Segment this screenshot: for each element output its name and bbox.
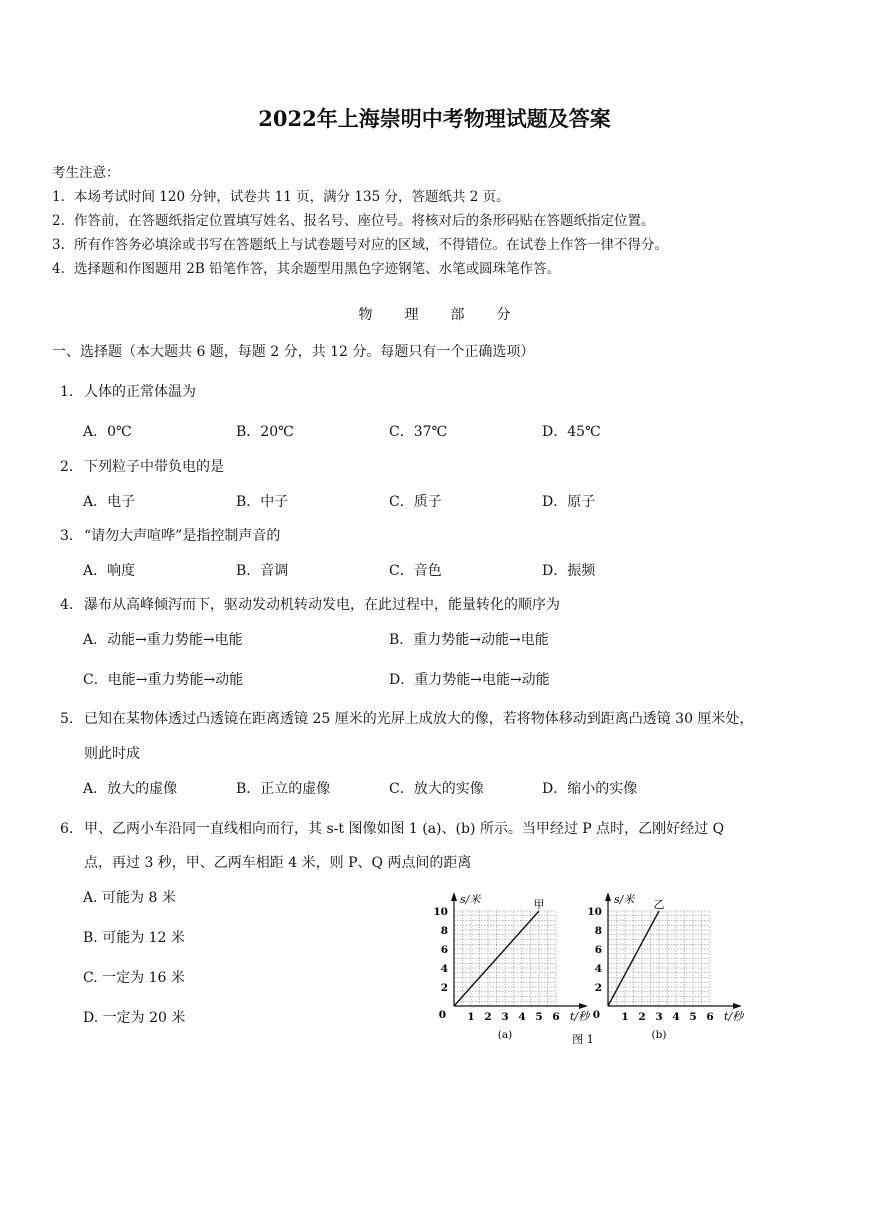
option-d: D. 一定为 20 米	[83, 1010, 186, 1026]
chart-a	[433, 892, 591, 1041]
series-label: 甲	[533, 898, 545, 911]
notice-num: 3.	[52, 237, 65, 253]
question-text: 瀑布从高峰倾泻而下，驱动发动机转动发电，在此过程中，能量转化的顺序为	[84, 597, 560, 613]
x-tick-label: 3	[655, 1011, 663, 1023]
x-axis-arrow	[579, 1003, 588, 1009]
y-tick-label: 10	[587, 906, 602, 918]
option-a: A. 可能为 8 米	[83, 890, 176, 906]
x-tick-label: 2	[484, 1011, 492, 1023]
question-text: 下列粒子中带负电的是	[84, 459, 224, 475]
y-tick-label: 2	[594, 982, 602, 994]
question-4	[60, 594, 560, 614]
x-tick-label: 6	[552, 1011, 560, 1023]
chart-b	[587, 892, 745, 1041]
part1-heading: 一、选择题（本大题共 6 题，每题 2 分，共 12 分。每题只有一个正确选项）	[52, 344, 535, 360]
option-a: A．电子	[83, 494, 136, 510]
option-c: C．质子	[389, 494, 442, 510]
x-axis-arrow	[733, 1003, 742, 1009]
option-b: B．音调	[236, 563, 289, 579]
option-c: C．37℃	[389, 424, 448, 440]
option-c: C. 一定为 16 米	[83, 970, 185, 986]
option-a: A．0℃	[83, 424, 132, 440]
question-6	[60, 818, 724, 838]
question-text: 甲、乙两小车沿同一直线相向而行，其 s-t 图像如图 1 (a)、(b) 所示。当甲经过 P 点时，乙刚好经过 Q	[84, 821, 725, 837]
notice-num: 4.	[52, 261, 65, 277]
y-tick-label: 4	[594, 963, 602, 975]
option-d: D．振频	[542, 563, 596, 579]
origin-label: 0	[592, 1009, 600, 1021]
x-tick-label: 1	[467, 1011, 475, 1023]
option-c: C．音色	[389, 563, 442, 579]
notice-text: 作答前，在答题纸指定位置填写姓名、报名号、座位号。将核对后的条形码贴在答题纸指定位置。	[74, 213, 655, 229]
x-tick-label: 4	[518, 1011, 526, 1023]
notice-num: 1.	[52, 189, 65, 205]
option-d: D．重力势能→电能→动能	[389, 672, 550, 688]
notice-num: 2.	[52, 213, 65, 229]
figure-1	[430, 890, 760, 1050]
option-b: B．正立的虚像	[236, 781, 331, 797]
option-b: B．重力势能→动能→电能	[389, 632, 549, 648]
x-axis-label: t/秒	[570, 1010, 590, 1023]
x-tick-label: 3	[501, 1011, 509, 1023]
y-axis-label: s/米	[614, 893, 635, 906]
x-tick-label: 5	[689, 1011, 697, 1023]
x-tick-label: 6	[706, 1011, 714, 1023]
question-2	[60, 456, 224, 476]
x-tick-label: 5	[535, 1011, 543, 1023]
question-num: 5.	[60, 711, 74, 727]
option-b: B. 可能为 12 米	[83, 930, 185, 946]
question-num: 1.	[60, 384, 74, 400]
x-tick-label: 1	[621, 1011, 629, 1023]
y-tick-label: 6	[440, 944, 448, 956]
notice-item	[52, 233, 668, 253]
y-tick-label: 8	[440, 925, 448, 937]
y-tick-label: 8	[594, 925, 602, 937]
option-a: A．动能→重力势能→电能	[83, 632, 243, 648]
notice-item	[52, 257, 560, 277]
page-title: 2022年上海崇明中考物理试题及答案	[258, 106, 611, 131]
question-num: 6.	[60, 821, 74, 837]
chart-sublabel: (b)	[651, 1029, 667, 1041]
x-axis-label: t/秒	[724, 1010, 744, 1023]
y-axis-label: s/米	[460, 893, 481, 906]
question-num: 2．	[60, 459, 83, 475]
y-axis-arrow	[605, 892, 611, 901]
option-c: C．放大的实像	[389, 781, 484, 797]
option-b: B．20℃	[236, 424, 294, 440]
x-tick-label: 2	[638, 1011, 646, 1023]
y-tick-label: 10	[433, 906, 448, 918]
option-d: D．45℃	[542, 424, 601, 440]
y-tick-label: 6	[594, 944, 602, 956]
y-tick-label: 4	[440, 963, 448, 975]
notice-text: 所有作答务必填涂或书写在答题纸上与试卷题号对应的区域，不得错位。在试卷上作答一律不得分。	[74, 237, 668, 253]
question-text: 已知在某物体透过凸透镜在距离透镜 25 厘米的光屏上成放大的像，若将物体移动到距离凸透镜 30 厘米处，	[84, 711, 754, 727]
series-label: 乙	[653, 898, 665, 911]
section-title: 物理部分	[358, 307, 543, 323]
y-axis-arrow	[451, 892, 457, 901]
question-text-cont: 点，再过 3 秒，甲、乙两车相距 4 米，则 P、Q 两点间的距离	[84, 855, 472, 871]
option-a: A．响度	[83, 563, 136, 579]
option-d: D．缩小的实像	[542, 781, 638, 797]
notice-text: 选择题和作图题用 2B 铅笔作答，其余题型用黑色字迹钢笔、水笔或圆珠笔作答。	[74, 261, 561, 277]
question-text-cont: 则此时成	[84, 746, 140, 762]
question-3	[60, 525, 280, 545]
y-tick-label: 2	[440, 982, 448, 994]
chart-sublabel: (a)	[497, 1029, 513, 1041]
notice-item	[52, 209, 655, 229]
option-d: D．原子	[542, 494, 596, 510]
origin-label: 0	[438, 1009, 446, 1021]
notice-item	[52, 185, 510, 205]
question-num: 3．	[60, 528, 83, 544]
question-num: 4．	[60, 597, 83, 613]
option-a: A．放大的虚像	[83, 781, 178, 797]
option-c: C．电能→重力势能→动能	[83, 672, 244, 688]
option-b: B．中子	[236, 494, 289, 510]
x-tick-label: 4	[672, 1011, 680, 1023]
figure-caption: 图 1	[572, 1033, 594, 1046]
question-text: 人体的正常体温为	[84, 384, 196, 400]
notice-text: 本场考试时间 120 分钟，试卷共 11 页，满分 135 分，答题纸共 2 页。	[74, 189, 510, 205]
question-text: “请勿大声喧哗”是指控制声音的	[84, 528, 281, 544]
notice-heading: 考生注意：	[52, 165, 120, 181]
question-1	[60, 381, 196, 401]
question-5	[60, 708, 753, 728]
